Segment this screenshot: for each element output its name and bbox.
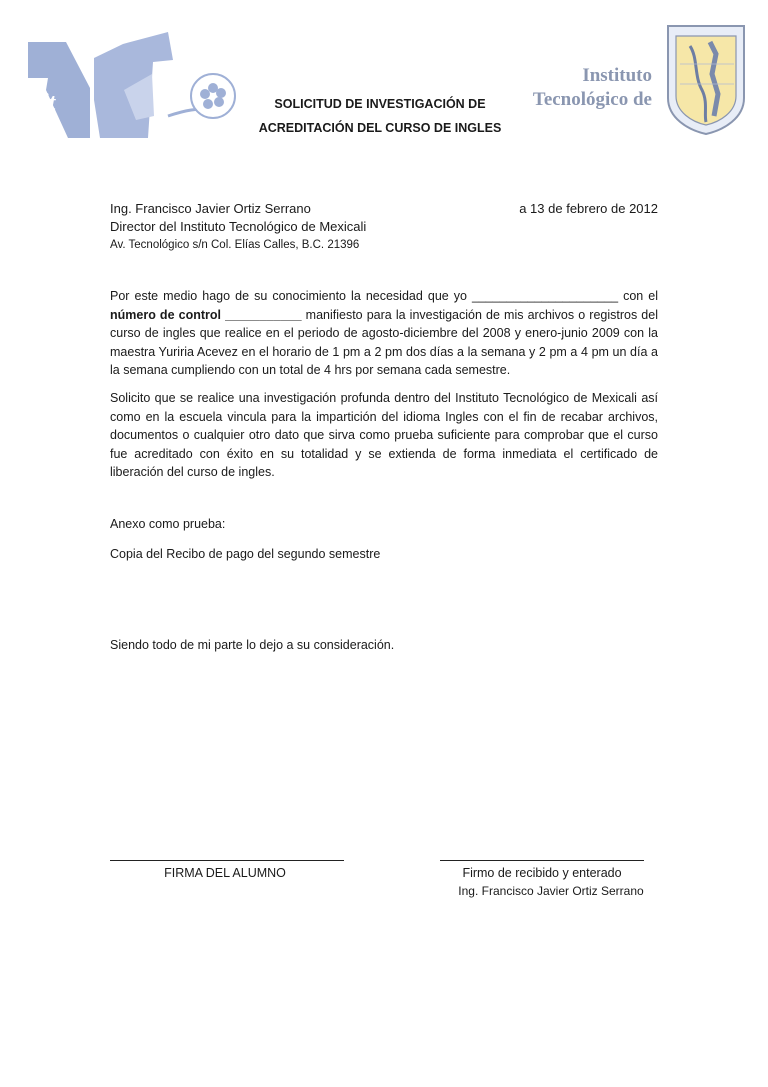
- control-number-blank: ___________: [220, 307, 302, 322]
- addressee-role: Director del Instituto Tecnológico de Mexicali: [110, 219, 367, 234]
- document-date: a 13 de febrero de 2012: [519, 201, 658, 216]
- annex-label: Anexo como prueba:: [110, 517, 226, 531]
- director-signature-name: Ing. Francisco Javier Ortiz Serrano: [458, 884, 644, 898]
- paragraph-1-rest: manifiesto para la investigación de mis archivos o registros del curso de ingles que realice en el periodo de agosto-diciembre del 2008 y enero-junio 2009 con la maestra Yuriria Acevez en el horario de 1 pm a 2 pm dos días a la semana y 2 pm a 4 pm un día a la semana cumpliendo con un total de 4 hrs por semana cada semestre.: [110, 307, 658, 377]
- seal-icon: [664, 18, 748, 136]
- paragraph-1: [110, 287, 658, 380]
- institute-seal: [664, 18, 748, 136]
- wordmark-line-2: Tecnológico de: [532, 89, 652, 110]
- document-title: [220, 92, 540, 140]
- addressee-name: Ing. Francisco Javier Ortiz Serrano: [110, 201, 311, 216]
- closing-sentence: Siendo todo de mi parte lo dejo a su consideración.: [110, 638, 395, 652]
- control-number-label: número de control: [110, 307, 221, 322]
- title-line-2: ACREDITACIÓN DEL CURSO DE INGLES: [258, 121, 502, 135]
- annex-item: Copia del Recibo de pago del segundo semestre: [110, 547, 381, 561]
- director-signature-line: [440, 860, 644, 861]
- addressee-address: Av. Tecnológico s/n Col. Elías Calles, B.C. 21396: [110, 239, 360, 251]
- paragraph-2: Solicito que se realice una investigación profunda dentro del Instituto Tecnológico de Mexicali así como en la escuela vincula para la impartición del idioma Ingles con el fin de recabar archivos, documentos o cualquier otro dato que sirva como prueba suficiente para comprobar que el curso fue acreditado con éxito en su totalidad y se extienda de forma inmediata el certificado de liberación del curso de ingles.: [110, 391, 658, 479]
- student-signature-label: FIRMA DEL ALUMNO: [164, 866, 286, 880]
- title-line-1: SOLICITUD DE INVESTIGACIÓN DE: [274, 97, 486, 111]
- wordmark-line-1: Instituto: [582, 65, 652, 86]
- paragraph-1-start: Por este medio hago de su conocimiento la necesidad que yo _____________________ con el: [110, 289, 658, 303]
- left-logo-text: it: [42, 90, 56, 116]
- student-signature-line: [110, 860, 344, 861]
- director-signature-label: Firmo de recibido y enterado: [462, 866, 622, 880]
